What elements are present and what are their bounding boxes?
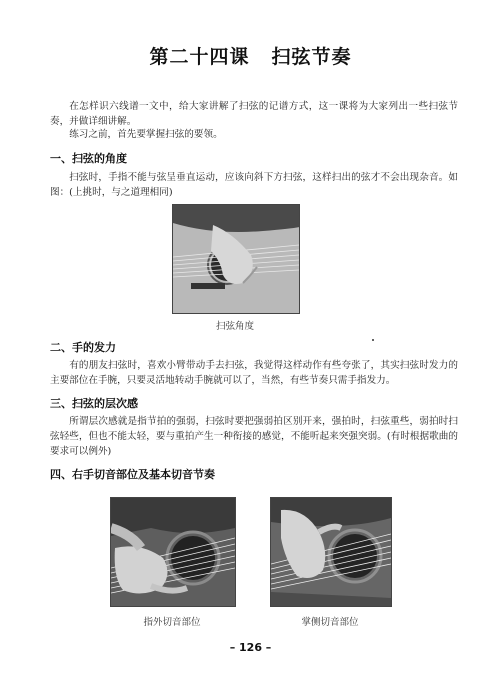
section-heading-angle: 一、扫弦的角度 (50, 152, 127, 165)
section-heading-muting: 四、右手切音部位及基本切音节奏 (50, 468, 215, 481)
section-body-force: 有的朋友扫弦时，喜欢小臂带动手去扫弦，我觉得这样动作有些夸张了，其实扫弦时发力的主要部位在手腕，只要灵活地转动手腕就可以了，当然，有些节奏只需手指发力。 (50, 360, 458, 386)
intro-paragraph: 在怎样识六线谱一文中，给大家讲解了扫弦的记谱方式，这一课将为大家列出一些扫弦节奏，并做详细讲解。 (50, 101, 458, 127)
lesson-topic: 扫弦节奏 (271, 46, 352, 68)
finger-mute-photo (110, 497, 236, 607)
section-heading-force: 二、手的发力 (50, 341, 116, 354)
strum-angle-photo (172, 204, 300, 314)
section-heading-dynamics: 三、扫弦的层次感 (50, 397, 138, 410)
section-body-angle: 扫弦时，手指不能与弦呈垂直运动，应该向斜下方扫弦，这样扫出的弦才不会出现杂音。如图：(上挑时，与之道理相同) (50, 172, 458, 198)
lesson-number: 第二十四课 (149, 46, 250, 68)
strum-angle-caption: 扫弦角度 (215, 321, 254, 332)
section-body-dynamics: 所谓层次感就是指节拍的强弱，扫弦时要把强弱拍区别开来，强拍时，扫弦重些，弱拍时扫弦轻些，但也不能太轻，要与重拍产生一种衔接的感觉，不能听起来突强突弱。(有时根据歌曲的要求可以例外) (50, 416, 458, 457)
speck (372, 339, 374, 341)
intro-note: 练习之前，首先要掌握扫弦的要领。 (69, 129, 223, 140)
palm-mute-caption: 掌侧切音部位 (301, 617, 359, 628)
finger-mute-caption: 指外切音部位 (143, 617, 201, 628)
palm-mute-photo (270, 497, 392, 607)
lesson-title (0, 42, 501, 69)
page-number: – 126 – (229, 641, 272, 654)
